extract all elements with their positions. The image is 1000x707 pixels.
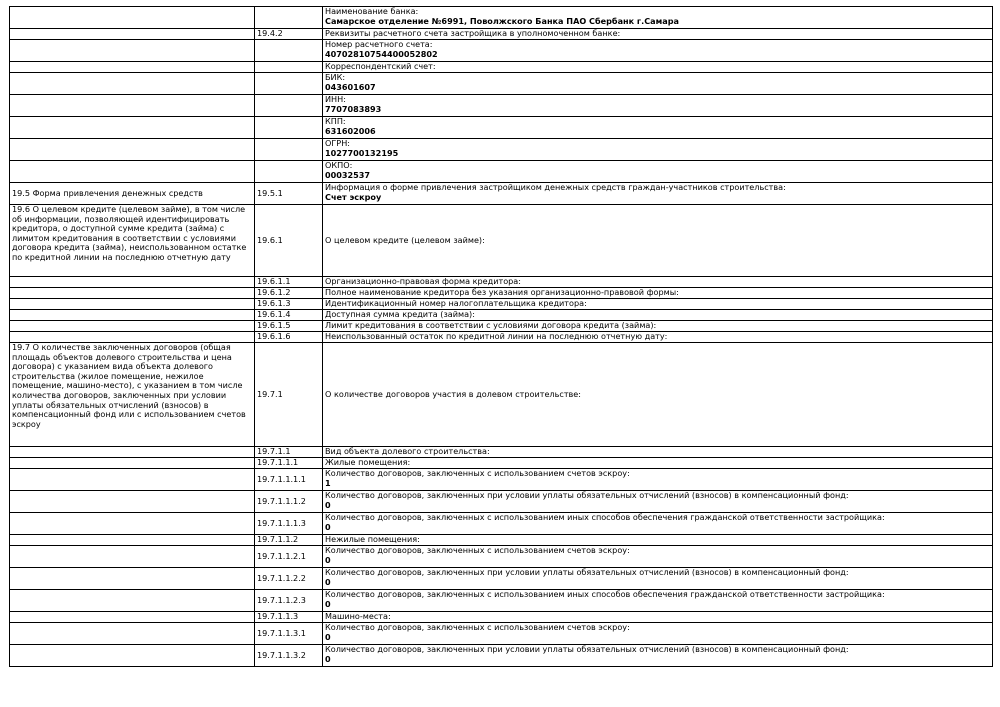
item-number-cell: 19.4.2 <box>255 29 323 40</box>
table-row <box>10 161 993 183</box>
field-label: Машино-места: <box>325 611 391 621</box>
item-content-cell <box>323 546 993 568</box>
item-number-cell: 19.7.1.1 <box>255 447 323 458</box>
section-title-cell <box>10 310 255 321</box>
field-value: 0 <box>325 576 331 587</box>
table-row <box>10 535 993 546</box>
item-number-cell <box>255 95 323 117</box>
item-number-cell <box>255 117 323 139</box>
item-number-cell: 19.7.1.1.1.1 <box>255 469 323 491</box>
table-row <box>10 288 993 299</box>
item-content-cell <box>323 183 993 205</box>
section-title-cell: 19.7 О количестве заключенных договоров (общая площадь объектов долевого строительства и цена договора) с указанием вида объекта долевого строительства (жилое помещение, нежилое помещение, машино-место), с указанием в том числе количества договоров, заключенных при условии уплаты обязательных отчислений (взносов) в компенсационный фонд или с использованием счетов эскроу <box>10 343 255 447</box>
section-title-cell <box>10 623 255 645</box>
item-content-cell <box>323 288 993 299</box>
section-title-cell: 19.6 О целевом кредите (целевом займе), в том числе об информации, позволяющей идентифицировать кредитора, о доступной сумме кредита (займа) с лимитом кредитования в соответствии с условиями договора кредита (займа), неиспользованном остатке по кредитной линии на последнюю отчетную дату <box>10 205 255 277</box>
item-number-cell: 19.7.1.1.3.1 <box>255 623 323 645</box>
field-label: Жилые помещения: <box>325 457 411 467</box>
item-content-cell <box>323 645 993 667</box>
item-number-cell: 19.7.1.1.2.2 <box>255 568 323 590</box>
item-content-cell <box>323 299 993 310</box>
item-number-cell: 19.6.1 <box>255 205 323 277</box>
field-label: Наименование банка: <box>325 6 419 16</box>
section-title-cell <box>10 321 255 332</box>
section-title-cell <box>10 7 255 29</box>
item-content-cell <box>323 277 993 288</box>
table-row <box>10 513 993 535</box>
field-value: 0 <box>325 631 331 642</box>
field-value: 00032537 <box>325 169 371 180</box>
item-content-cell <box>323 117 993 139</box>
item-content-cell <box>323 491 993 513</box>
item-content-cell <box>323 513 993 535</box>
item-content-cell <box>323 62 993 73</box>
table-row <box>10 469 993 491</box>
table-row <box>10 343 993 447</box>
item-number-cell: 19.7.1.1.3.2 <box>255 645 323 667</box>
field-label: БИК: <box>325 72 346 82</box>
section-title-cell <box>10 73 255 95</box>
item-content-cell <box>323 447 993 458</box>
section-title-cell <box>10 29 255 40</box>
item-number-cell: 19.7.1.1.1.2 <box>255 491 323 513</box>
item-number-cell: 19.7.1 <box>255 343 323 447</box>
field-value: 0 <box>325 554 331 565</box>
section-title-cell: 19.5 Форма привлечения денежных средств <box>10 183 255 205</box>
item-number-cell <box>255 7 323 29</box>
item-number-cell <box>255 40 323 62</box>
item-content-cell <box>323 612 993 623</box>
section-title-cell <box>10 117 255 139</box>
item-number-cell: 19.6.1.4 <box>255 310 323 321</box>
table-row <box>10 29 993 40</box>
field-label: ИНН: <box>325 94 346 104</box>
section-title-cell <box>10 40 255 62</box>
table-row <box>10 491 993 513</box>
item-number-cell: 19.6.1.3 <box>255 299 323 310</box>
section-title-cell <box>10 513 255 535</box>
item-content-cell <box>323 40 993 62</box>
item-number-cell: 19.6.1.5 <box>255 321 323 332</box>
field-label: Корреспондентский счет: <box>325 61 436 71</box>
field-label: Количество договоров, заключенных с использованием счетов эскроу: <box>325 468 630 478</box>
section-title-cell <box>10 645 255 667</box>
item-content-cell <box>323 535 993 546</box>
section-title-cell <box>10 590 255 612</box>
section-title-cell <box>10 568 255 590</box>
table-row <box>10 623 993 645</box>
item-number-cell: 19.7.1.1.1.3 <box>255 513 323 535</box>
field-label: О количестве договоров участия в долевом строительстве: <box>325 388 582 399</box>
item-number-cell: 19.7.1.1.3 <box>255 612 323 623</box>
field-label: Количество договоров, заключенных с использованием иных способов обеспечения гражданской ответственности застройщика: <box>325 512 885 522</box>
field-label: КПП: <box>325 116 346 126</box>
item-number-cell: 19.6.1.2 <box>255 288 323 299</box>
field-value: Счет эскроу <box>325 191 382 202</box>
item-content-cell <box>323 139 993 161</box>
item-content-cell <box>323 205 993 277</box>
table-row <box>10 299 993 310</box>
field-value: 043601607 <box>325 81 376 92</box>
table-row <box>10 183 993 205</box>
field-value: 40702810754400052802 <box>325 48 438 59</box>
section-title-cell <box>10 332 255 343</box>
section-title-cell <box>10 277 255 288</box>
table-row <box>10 205 993 277</box>
section-title-cell <box>10 447 255 458</box>
table-row <box>10 332 993 343</box>
section-title-cell <box>10 535 255 546</box>
field-label: Номер расчетного счета: <box>325 39 433 49</box>
table-row <box>10 139 993 161</box>
item-number-cell: 19.5.1 <box>255 183 323 205</box>
field-label: Организационно-правовая форма кредитора: <box>325 276 521 286</box>
field-label: Реквизиты расчетного счета застройщика в уполномоченном банке: <box>325 28 621 38</box>
table-row <box>10 447 993 458</box>
field-label: Количество договоров, заключенных с использованием иных способов обеспечения гражданской ответственности застройщика: <box>325 589 885 599</box>
item-number-cell: 19.7.1.1.2 <box>255 535 323 546</box>
item-content-cell <box>323 161 993 183</box>
section-title-cell <box>10 161 255 183</box>
item-number-cell: 19.6.1.1 <box>255 277 323 288</box>
item-number-cell <box>255 139 323 161</box>
field-label: Идентификационный номер налогоплательщика кредитора: <box>325 298 587 308</box>
item-content-cell <box>323 310 993 321</box>
table-row <box>10 568 993 590</box>
section-title-cell <box>10 299 255 310</box>
section-title-cell <box>10 469 255 491</box>
disclosure-table <box>9 6 993 667</box>
section-title-cell <box>10 546 255 568</box>
field-value: Самарское отделение №6991, Поволжского Банка ПАО Сбербанк г.Самара <box>325 15 679 26</box>
table-row <box>10 117 993 139</box>
item-content-cell <box>323 7 993 29</box>
field-value: 0 <box>325 521 331 532</box>
field-value: 1027700132195 <box>325 147 399 158</box>
table-row <box>10 458 993 469</box>
table-row <box>10 645 993 667</box>
field-label: Неиспользованный остаток по кредитной линии на последнюю отчетную дату: <box>325 331 668 341</box>
section-title-cell <box>10 491 255 513</box>
item-content-cell <box>323 332 993 343</box>
item-content-cell <box>323 321 993 332</box>
table-body <box>10 7 993 667</box>
item-content-cell <box>323 590 993 612</box>
field-label: О целевом кредите (целевом займе): <box>325 234 485 245</box>
field-label: ОКПО: <box>325 160 353 170</box>
section-title-cell <box>10 95 255 117</box>
item-content-cell <box>323 73 993 95</box>
field-label: Вид объекта долевого строительства: <box>325 446 490 456</box>
item-number-cell: 19.7.1.1.1 <box>255 458 323 469</box>
item-content-cell <box>323 343 993 447</box>
field-value: 7707083893 <box>325 103 382 114</box>
field-label: Количество договоров, заключенных при условии уплаты обязательных отчислений (взносов) в компенсационный фонд: <box>325 644 849 654</box>
field-label: Количество договоров, заключенных с использованием счетов эскроу: <box>325 545 630 555</box>
item-number-cell: 19.6.1.6 <box>255 332 323 343</box>
table-row <box>10 73 993 95</box>
field-value: 0 <box>325 499 331 510</box>
table-row <box>10 7 993 29</box>
section-title-cell <box>10 612 255 623</box>
item-content-cell <box>323 458 993 469</box>
field-label: Количество договоров, заключенных с использованием счетов эскроу: <box>325 622 630 632</box>
item-number-cell: 19.7.1.1.2.3 <box>255 590 323 612</box>
item-number-cell: 19.7.1.1.2.1 <box>255 546 323 568</box>
field-label: Информация о форме привлечения застройщиком денежных средств граждан-участников строительства: <box>325 182 786 192</box>
section-title-cell <box>10 288 255 299</box>
item-content-cell <box>323 568 993 590</box>
section-title-cell <box>10 458 255 469</box>
field-value: 0 <box>325 598 331 609</box>
table-row <box>10 590 993 612</box>
table-row <box>10 95 993 117</box>
field-label: Полное наименование кредитора без указания организационно-правовой формы: <box>325 287 679 297</box>
item-number-cell <box>255 62 323 73</box>
section-title-cell <box>10 62 255 73</box>
field-value: 631602006 <box>325 125 376 136</box>
table-row <box>10 40 993 62</box>
item-content-cell <box>323 469 993 491</box>
section-title-cell <box>10 139 255 161</box>
table-row <box>10 62 993 73</box>
field-label: Доступная сумма кредита (займа): <box>325 309 475 319</box>
field-label: Количество договоров, заключенных при условии уплаты обязательных отчислений (взносов) в компенсационный фонд: <box>325 567 849 577</box>
field-label: Лимит кредитования в соответствии с условиями договора кредита (займа): <box>325 320 657 330</box>
item-content-cell <box>323 29 993 40</box>
field-value: 1 <box>325 477 331 488</box>
field-label: ОГРН: <box>325 138 351 148</box>
field-label: Нежилые помещения: <box>325 534 420 544</box>
field-value: 0 <box>325 653 331 664</box>
item-content-cell <box>323 95 993 117</box>
item-content-cell <box>323 623 993 645</box>
table-row <box>10 321 993 332</box>
table-row <box>10 277 993 288</box>
table-row <box>10 310 993 321</box>
item-number-cell <box>255 73 323 95</box>
table-row <box>10 612 993 623</box>
item-number-cell <box>255 161 323 183</box>
field-label: Количество договоров, заключенных при условии уплаты обязательных отчислений (взносов) в компенсационный фонд: <box>325 490 849 500</box>
table-row <box>10 546 993 568</box>
